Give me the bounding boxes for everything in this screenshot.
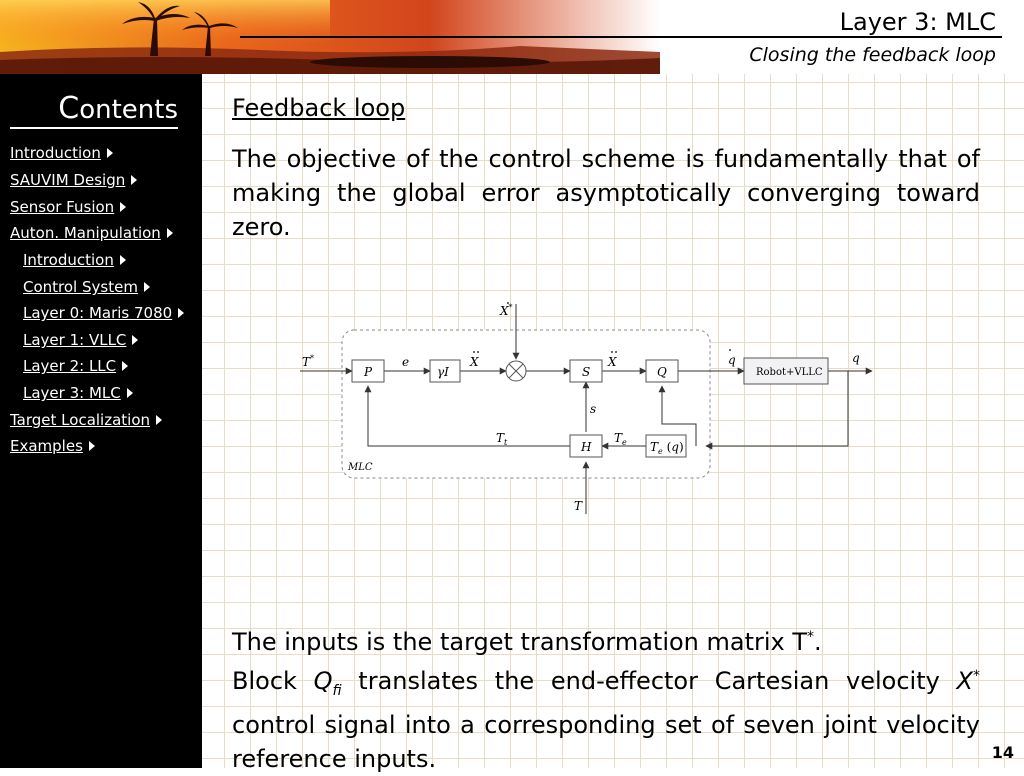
label-gamma-i: γI <box>437 365 449 379</box>
nav-subitem-layer-3[interactable] <box>23 384 133 402</box>
slide-title: Layer 3: MLC <box>839 8 996 36</box>
inputs-period: . <box>814 628 822 656</box>
title-divider <box>240 36 1002 38</box>
triangle-right-icon <box>120 255 126 265</box>
nav-subitem-layer-1[interactable] <box>23 331 138 349</box>
x-superscript: * <box>973 668 980 684</box>
nav-subitem-introduction[interactable] <box>23 251 126 269</box>
nav-item-label: Layer 0: Maris 7080 <box>23 304 173 322</box>
nav-item-sensor-fusion[interactable] <box>10 198 126 216</box>
label-te-q: $T_e$ (q) <box>650 440 684 456</box>
label-mlc: MLC <box>348 462 373 473</box>
superscript-star: * <box>807 629 815 645</box>
nav-item-sauvim-design[interactable] <box>10 171 137 189</box>
triangle-right-icon <box>127 388 133 398</box>
nav-item-examples[interactable] <box>10 437 95 455</box>
block-text-end: control signal into a corresponding set of seven joint velocity reference inputs. <box>232 710 980 773</box>
nav-item-label: Layer 1: VLLC <box>23 331 127 349</box>
triangle-right-icon <box>89 441 95 451</box>
triangle-right-icon <box>178 308 184 318</box>
label-t-star: T* <box>302 354 315 369</box>
label-q-dot: q <box>728 353 736 367</box>
label-e: e <box>402 355 410 369</box>
nav-subitem-layer-2[interactable] <box>23 357 128 375</box>
nav-subitem-layer-0[interactable] <box>23 304 184 322</box>
triangle-right-icon <box>122 361 128 371</box>
nav-item-label: SAUVIM Design <box>10 171 126 189</box>
triangle-right-icon <box>132 335 138 345</box>
q-symbol: Q <box>313 667 333 695</box>
summing-junction-icon <box>506 361 526 381</box>
inputs-paragraph <box>232 620 980 776</box>
nav-subitem-control-system[interactable] <box>23 278 150 296</box>
nav-item-label: Sensor Fusion <box>10 198 115 216</box>
nav-item-label: Target Localization <box>10 411 151 429</box>
nav-item-label: Layer 3: MLC <box>23 384 121 402</box>
nav-item-label: Control System <box>23 278 138 296</box>
section-heading: Feedback loop <box>232 94 406 122</box>
label-x-dot: X <box>608 355 617 369</box>
nav-item-label: Examples <box>10 437 83 455</box>
label-x-top: X* <box>500 303 513 318</box>
objective-paragraph: The objective of the control scheme is fundamentally that of making the global error asymptotically converging toward zero. <box>232 145 980 241</box>
nav-item-introduction[interactable] <box>10 144 113 162</box>
label-te: $T_e$ <box>614 431 627 447</box>
nav-item-target-localization[interactable] <box>10 411 162 429</box>
label-h: H <box>581 440 592 454</box>
q-subscript: fi <box>332 682 342 699</box>
triangle-right-icon <box>167 228 173 238</box>
label-q-output: q <box>852 351 860 365</box>
page-number: 14 <box>991 743 1014 762</box>
triangle-right-icon <box>120 202 126 212</box>
triangle-right-icon <box>131 175 137 185</box>
contents-heading-rest: ontents <box>79 95 178 125</box>
slide-body <box>202 74 1024 773</box>
x-symbol: X <box>956 667 973 695</box>
label-x-hat: X <box>470 355 479 369</box>
slide-header <box>0 0 1024 74</box>
label-robot-vllc: Robot+VLLC <box>756 367 823 378</box>
triangle-right-icon <box>144 282 150 292</box>
contents-heading <box>10 91 178 129</box>
nav-item-label: Auton. Manipulation <box>10 224 161 242</box>
nav-item-label: Introduction <box>10 144 101 162</box>
triangle-right-icon <box>107 148 113 158</box>
contents-sidebar <box>0 74 202 768</box>
block-text: translates the end-effector Cartesian velocity <box>341 667 957 695</box>
slide-subtitle: Closing the feedback loop <box>749 44 996 66</box>
inputs-line <box>232 620 980 659</box>
label-p: P <box>364 365 373 379</box>
block-word: Block <box>232 667 314 695</box>
contents-heading-cap: C <box>58 91 80 126</box>
label-t-bottom: T <box>574 499 583 513</box>
nav-item-label: Introduction <box>23 251 114 269</box>
nav-item-auton-manipulation[interactable] <box>10 224 173 242</box>
feedback-loop-diagram <box>296 302 860 522</box>
label-s-signal: s <box>590 402 597 416</box>
label-s-block: S <box>582 365 591 379</box>
triangle-right-icon <box>156 415 162 425</box>
nav-item-label: Layer 2: LLC <box>23 357 117 375</box>
label-tt: $T_t$ <box>496 431 508 447</box>
inputs-text: The inputs is the target transformation matrix T <box>232 628 808 656</box>
label-q-block: Q <box>657 365 667 379</box>
block-description <box>232 659 980 776</box>
